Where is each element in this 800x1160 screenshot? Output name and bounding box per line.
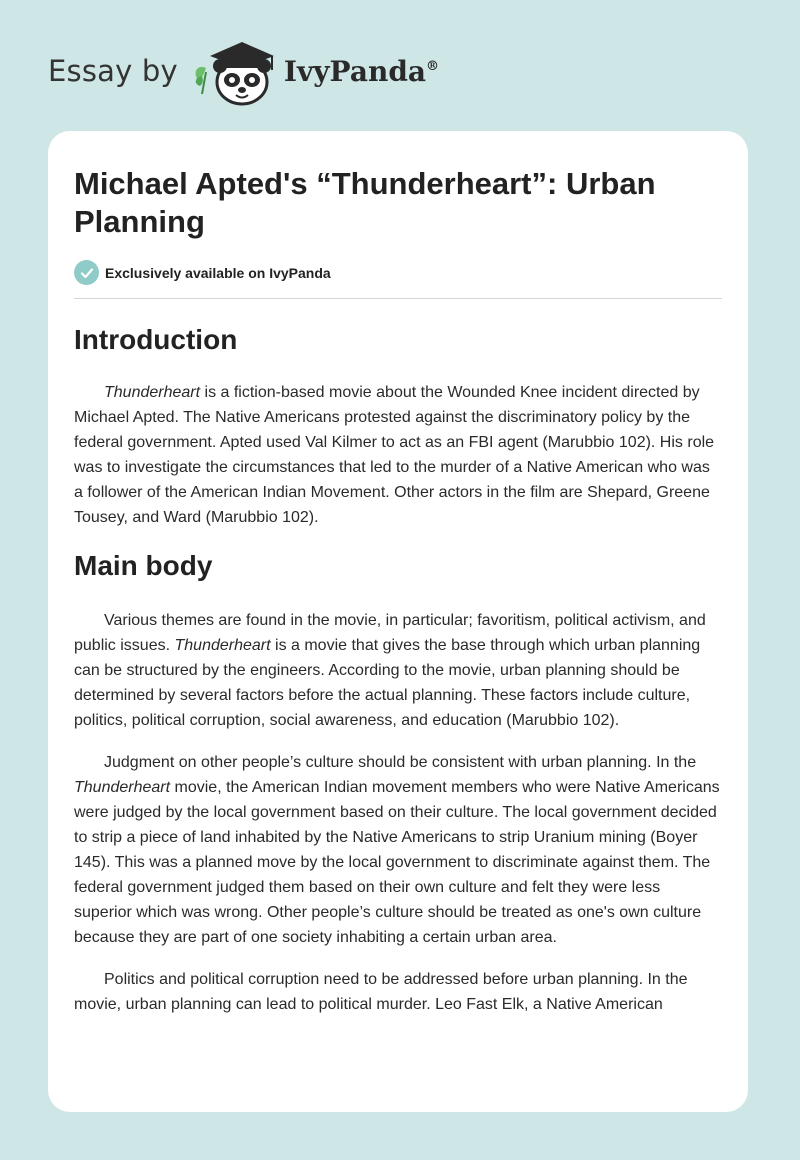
article-card bbox=[48, 131, 748, 1112]
paragraph bbox=[74, 750, 722, 950]
site-header bbox=[48, 36, 439, 106]
panda-graduation-cap-icon[interactable] bbox=[192, 36, 280, 106]
text-run: is a fiction-based movie about the Wounded Knee incident directed by Michael Apted. The Native Americans protested against the discriminatory policy by the federal government. Apted used Val Kilmer to act as an FBI agent (Marubbio 102). His role was to investigate the circumstances that led to the murder of a Native American who was a follower of the American Indian Movement. Other actors in the film are Shepard, Greene Tousey, and Ward (Marubbio 102). bbox=[74, 384, 715, 526]
brand-text: IvyPanda bbox=[283, 54, 427, 88]
text-run: Thunderheart bbox=[104, 384, 201, 401]
exclusive-badge bbox=[74, 260, 722, 285]
section-heading-introduction: Introduction bbox=[74, 324, 238, 355]
section-main-body bbox=[74, 608, 722, 1017]
registered-mark: ® bbox=[426, 58, 440, 74]
check-circle-icon bbox=[74, 260, 99, 285]
brand-name[interactable] bbox=[284, 55, 439, 88]
section-heading-main-body: Main body bbox=[74, 550, 213, 581]
text-run: is a movie that gives the base through which urban planning can be structured by the engineers. According to the movie, urban planning should be determined by several factors before the actual planning. These factors include culture, politics, political corruption, social awareness, and education (Marubbio 102). bbox=[74, 637, 701, 729]
text-run: Judgment on other people’s culture should be consistent with urban planning. In the bbox=[104, 754, 697, 771]
text-run: Thunderheart bbox=[174, 637, 271, 654]
paragraph bbox=[74, 967, 722, 1017]
text-run: Politics and political corruption need to be addressed before urban planning. In the movie, urban planning can lead to political murder. Leo Fast Elk, a Native American bbox=[74, 971, 688, 1013]
text-run: Thunderheart bbox=[74, 779, 171, 796]
text-run: Various themes are found in the movie, in particular; favoritism, political activism, and public issues. bbox=[74, 612, 706, 654]
section-introduction-body bbox=[74, 380, 722, 530]
paragraph bbox=[74, 380, 722, 530]
exclusive-label: Exclusively available on IvyPanda bbox=[105, 264, 331, 281]
paragraph bbox=[74, 608, 722, 733]
page-title: Michael Apted's “Thunderheart”: Urban Planning bbox=[74, 166, 656, 239]
divider bbox=[74, 298, 722, 299]
text-run: movie, the American Indian movement members who were Native Americans were judged by the local government based on their culture. The local government decided to strip a piece of land inhabited by the Native Americans to strip Uranium mining (Boyer 145). This was a planned move by the local government to discriminate against them. The federal government judged them based on their own culture and felt they were less superior which was wrong. Other people’s culture should be treated as one's own culture because they are part of one society inhabiting a certain urban area. bbox=[74, 779, 720, 946]
essay-by-label: Essay by bbox=[48, 54, 178, 88]
